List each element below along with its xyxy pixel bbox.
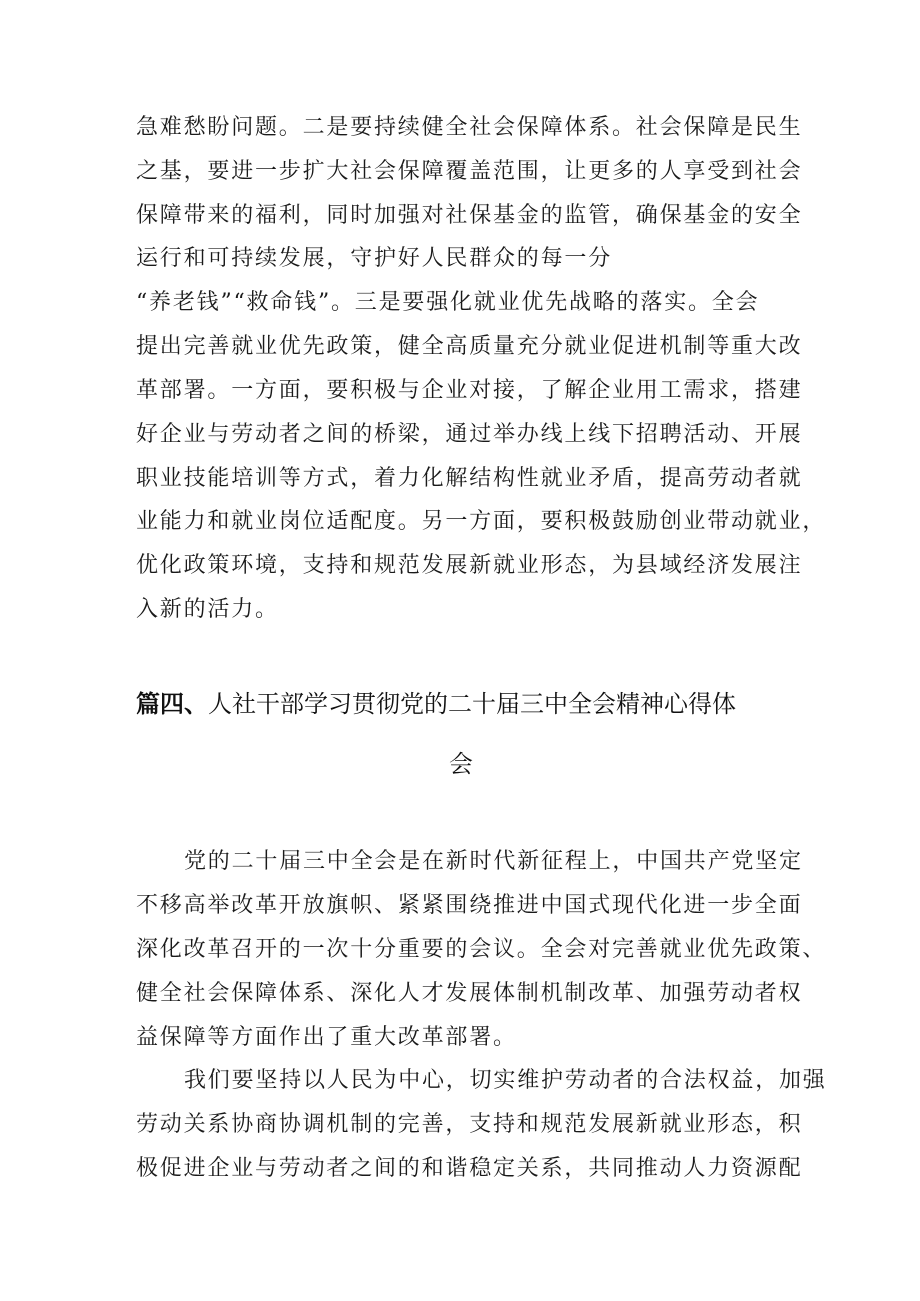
body-text-line: 我们要坚持以人民为中心，切实维护劳动者的合法权益，加强 — [184, 1068, 827, 1093]
body-text-line: 健全社会保障体系、深化人才发展体制机制改革、加强劳动者权 — [136, 981, 803, 1006]
section-heading-title: 人社干部学习贯彻党的二十届三中全会精神心得体 — [208, 690, 736, 718]
body-text-line: 优化政策环境，支持和规范发展新就业形态，为县域经济发展注 — [136, 553, 803, 578]
body-text-line: 运行和可持续发展，守护好人民群众的每一分 — [136, 246, 613, 271]
section-heading — [136, 688, 796, 720]
body-text-line: 保障带来的福利，同时加强对社保基金的监管，确保基金的安全 — [136, 203, 803, 228]
body-text-line: “养老钱”“救命钱”。三是要强化就业优先战略的落实。全会 — [136, 290, 760, 315]
body-text-line: 急难愁盼问题。二是要持续健全社会保障体系。社会保障是民生 — [136, 115, 803, 140]
body-text-line: 业能力和就业岗位适配度。另一方面，要积极鼓励创业带动就业， — [136, 509, 827, 534]
body-text-line: 劳动关系协商协调机制的完善，支持和规范发展新就业形态，积 — [136, 1112, 803, 1137]
body-text-line: 之基，要进一步扩大社会保障覆盖范围，让更多的人享受到社会 — [136, 159, 803, 184]
body-text-line: 极促进企业与劳动者之间的和谐稳定关系，共同推动人力资源配 — [136, 1156, 803, 1181]
body-text-line: 好企业与劳动者之间的桥梁，通过举办线上线下招聘活动、开展 — [136, 422, 803, 447]
body-text-line: 革部署。一方面，要积极与企业对接，了解企业用工需求，搭建 — [136, 378, 803, 403]
body-text-line: 深化改革召开的一次十分重要的会议。全会对完善就业优先政策、 — [136, 937, 827, 962]
body-text-line: 不移高举改革开放旗帜、紧紧围绕推进中国式现代化进一步全面 — [136, 893, 803, 918]
body-text-line: 益保障等方面作出了重大改革部署。 — [136, 1025, 517, 1050]
body-text-line: 入新的活力。 — [136, 597, 279, 622]
section-heading-continued: 会 — [449, 750, 473, 778]
body-text-line: 职业技能培训等方式，着力化解结构性就业矛盾，提高劳动者就 — [136, 466, 803, 491]
section-heading-prefix: 篇四、 — [136, 690, 208, 718]
body-text-line: 党的二十届三中全会是在新时代新征程上，中国共产党坚定 — [184, 849, 803, 874]
body-text-line: 提出完善就业优先政策，健全高质量充分就业促进机制等重大改 — [136, 334, 803, 359]
